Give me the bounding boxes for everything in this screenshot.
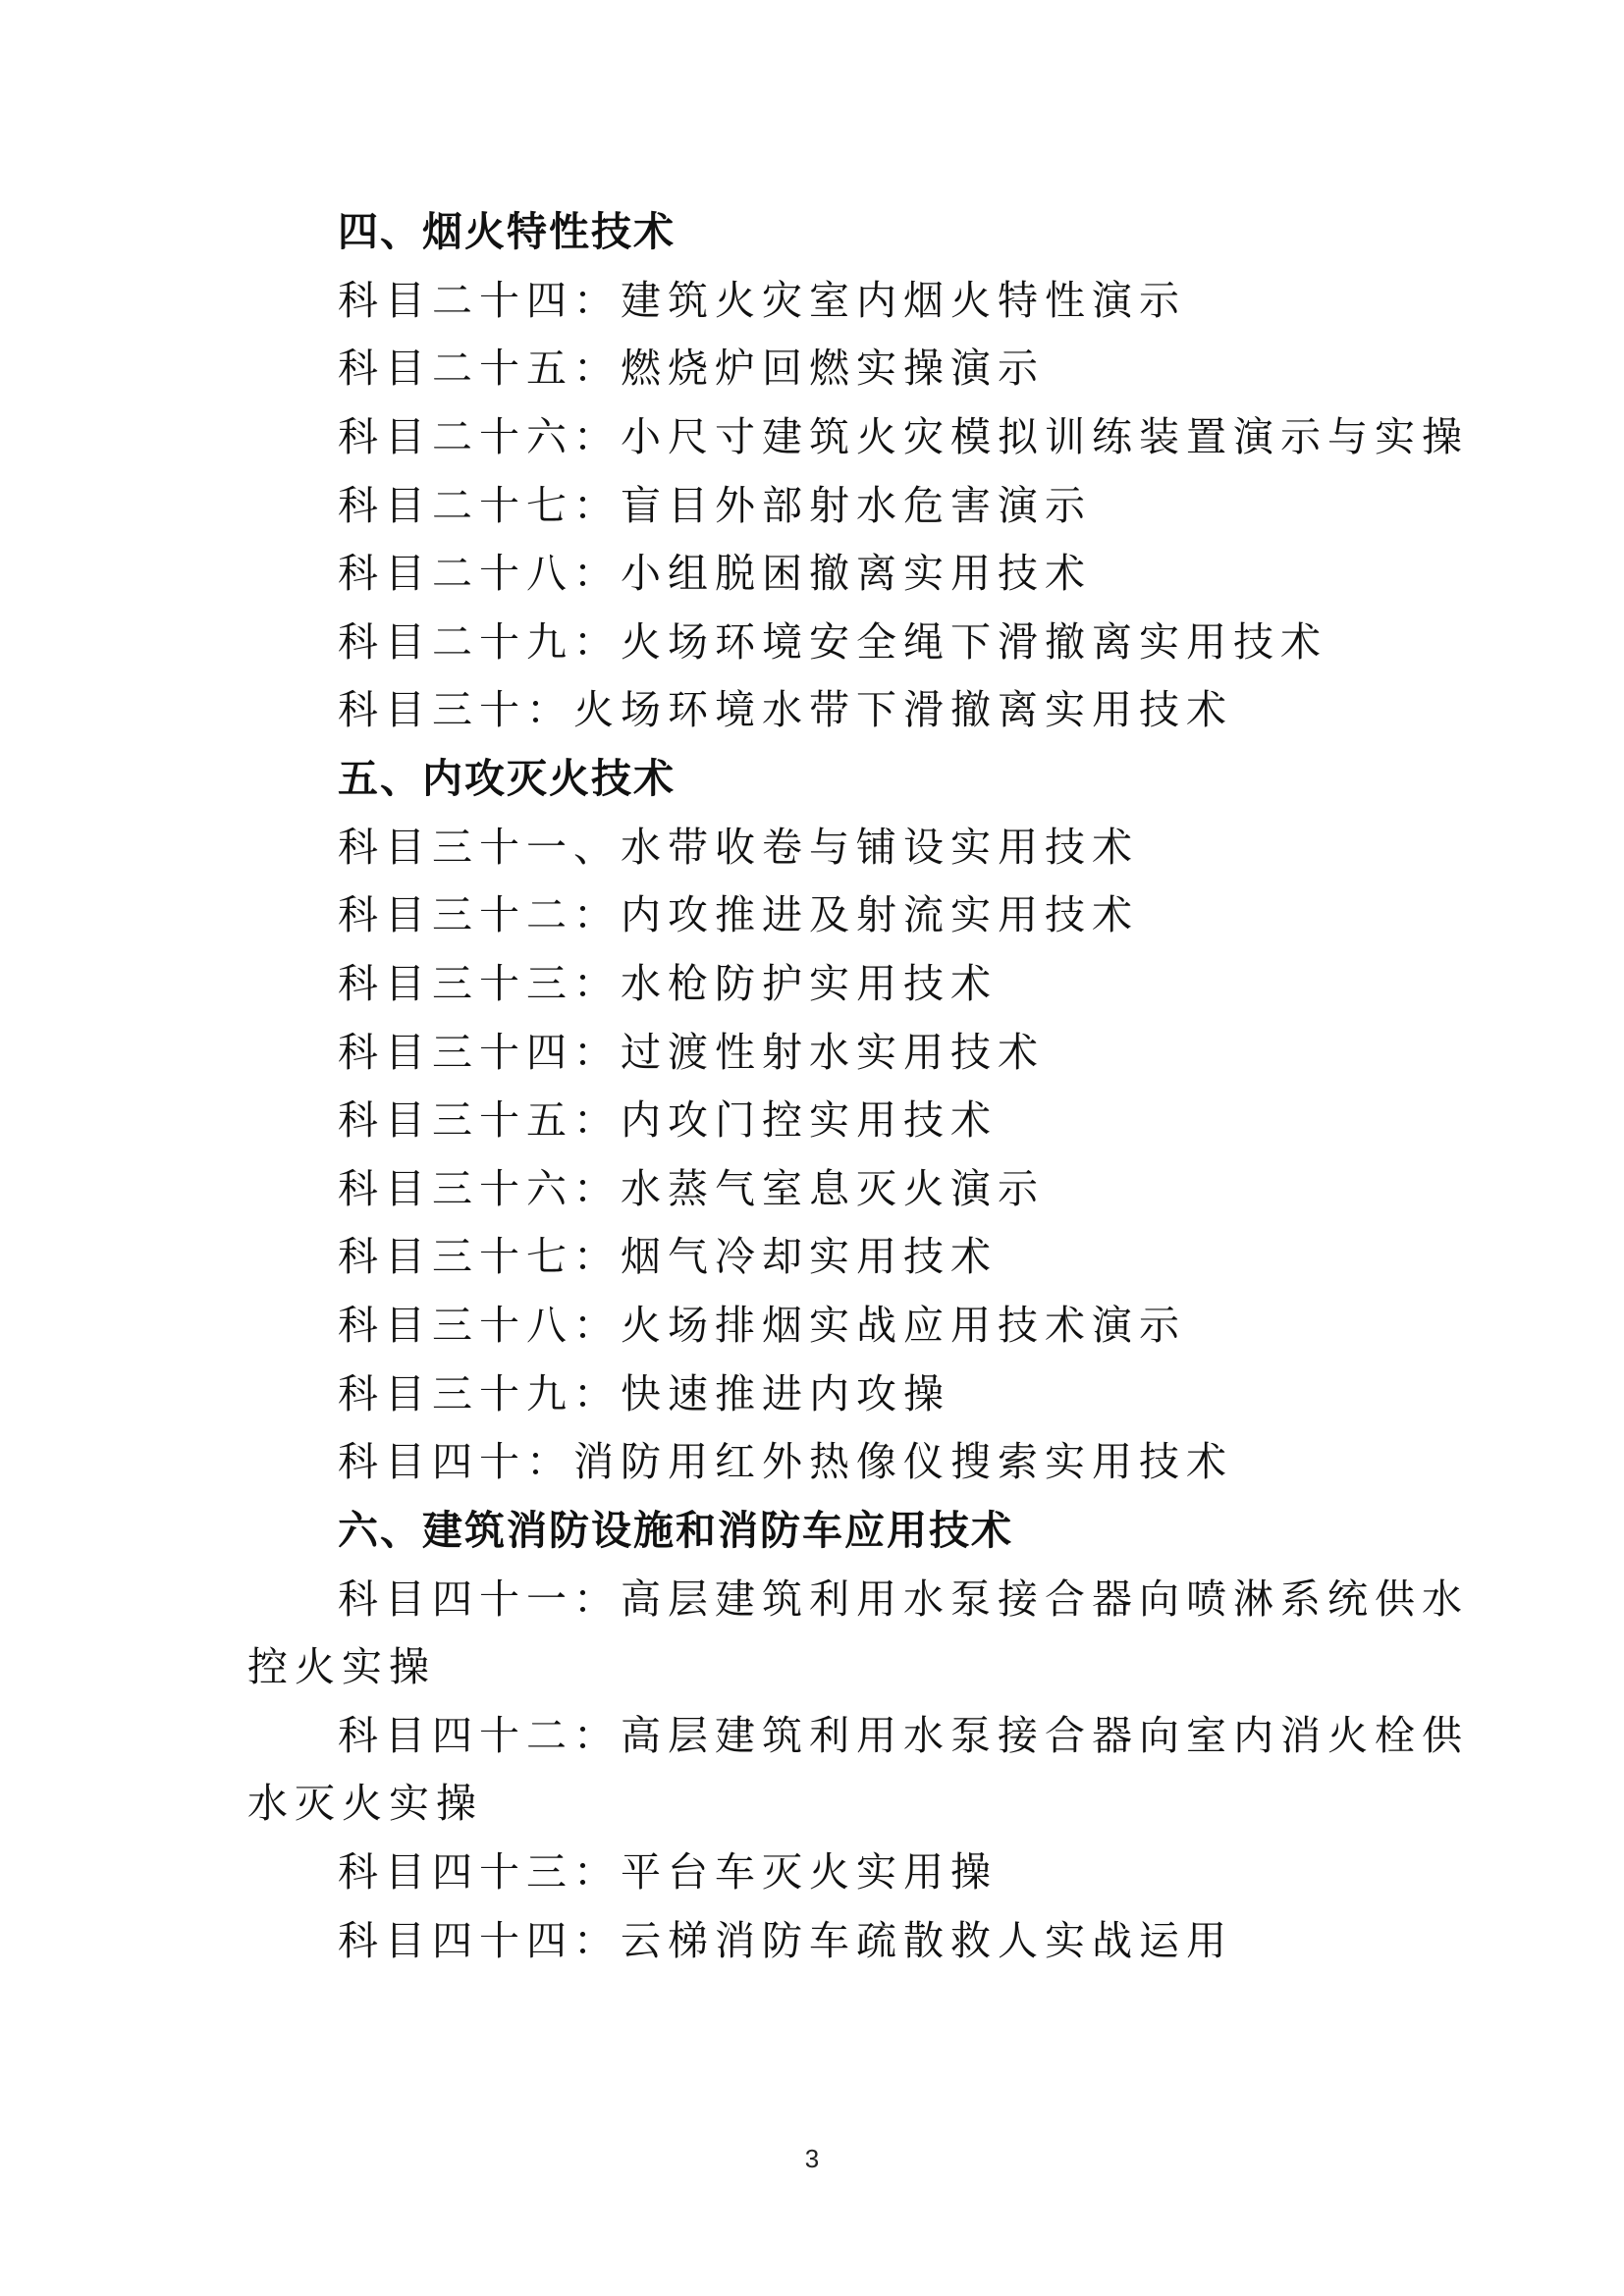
- list-item: 科目二十八：小组脱困撤离实用技术: [338, 550, 1092, 597]
- section-heading-4: 四、烟火特性技术: [338, 208, 676, 255]
- list-item: 科目四十二：高层建筑利用水泵接合器向室内消火栓供: [338, 1712, 1469, 1759]
- list-item: 科目三十七：烟气冷却实用技术: [338, 1233, 998, 1280]
- list-item: 科目三十二：内攻推进及射流实用技术: [338, 891, 1139, 938]
- list-item: 科目三十一、水带收卷与铺设实用技术: [338, 824, 1139, 871]
- list-item: 科目四十三：平台车灭火实用操: [338, 1848, 998, 1896]
- list-item-continuation: 水灭火实操: [247, 1780, 483, 1827]
- list-item: 科目二十九：火场环境安全绳下滑撤离实用技术: [338, 618, 1327, 666]
- list-item: 科目四十四：云梯消防车疏散救人实战运用: [338, 1917, 1233, 1964]
- list-item: 科目二十六：小尺寸建筑火灾模拟训练装置演示与实操: [338, 413, 1469, 460]
- list-item: 科目三十三：水枪防护实用技术: [338, 960, 998, 1007]
- list-item: 科目三十五：内攻门控实用技术: [338, 1096, 998, 1144]
- list-item: 科目二十七：盲目外部射水危害演示: [338, 482, 1092, 529]
- list-item: 科目二十四：建筑火灾室内烟火特性演示: [338, 277, 1186, 324]
- page-number: 3: [804, 2144, 820, 2173]
- list-item: 科目三十：火场环境水带下滑撤离实用技术: [338, 686, 1233, 733]
- section-heading-6: 六、建筑消防设施和消防车应用技术: [338, 1507, 1013, 1554]
- list-item: 科目三十四：过渡性射水实用技术: [338, 1029, 1045, 1076]
- list-item: 科目四十一：高层建筑利用水泵接合器向喷淋系统供水: [338, 1575, 1469, 1623]
- list-item: 科目二十五：燃烧炉回燃实操演示: [338, 345, 1045, 392]
- section-heading-5: 五、内攻灭火技术: [338, 755, 676, 802]
- list-item: 科目三十九：快速推进内攻操: [338, 1370, 950, 1417]
- list-item: 科目四十：消防用红外热像仪搜索实用技术: [338, 1438, 1233, 1485]
- list-item: 科目三十六：水蒸气室息灭火演示: [338, 1165, 1045, 1212]
- list-item: 科目三十八：火场排烟实战应用技术演示: [338, 1302, 1186, 1349]
- list-item-continuation: 控火实操: [247, 1643, 436, 1690]
